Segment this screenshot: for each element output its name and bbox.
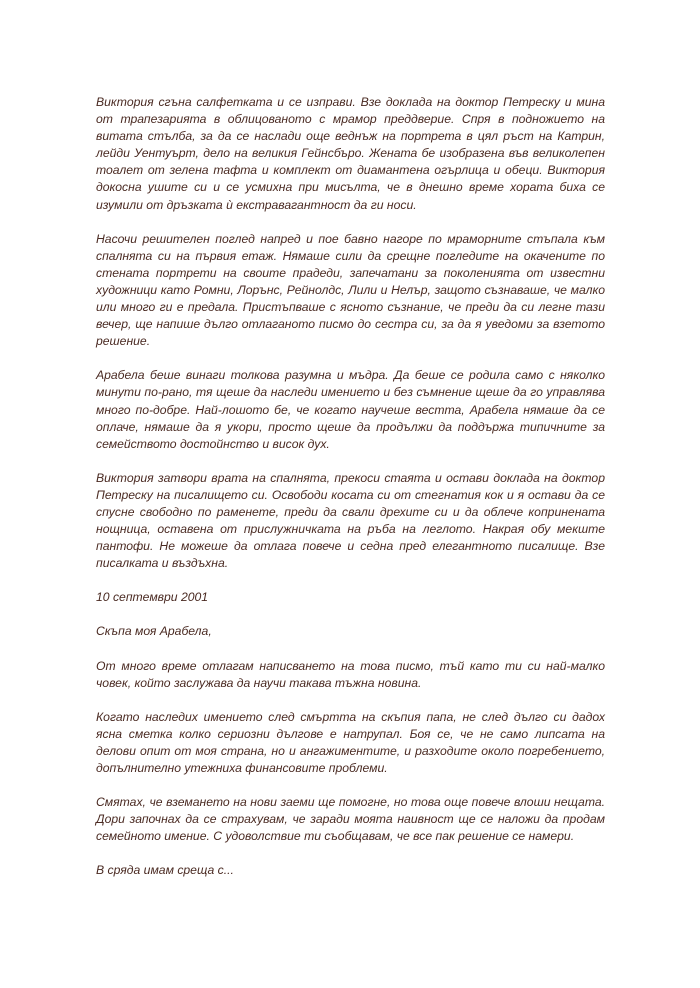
narrative-paragraph-3: Арабела беше винаги толкова разумна и мъдра. Да беше се родила само с няколко минути по-рано, тя щеше да наследи имението и без съмнение щеше да го управлява много по-добре. Най-лошото бе, че когато научеше вестта, Арабела нямаше да се оплаче, нямаше да я укори, просто щеше да продължи да поддържа типичните за семейството достойнство и висок дух. bbox=[96, 368, 605, 451]
narrative-paragraph-4: Виктория затвори врата на спалнята, прекоси стаята и остави доклада на доктор Петреску на писалището си. Освободи косата си от стегнатия кок и я остави да се спусне свободно по раменете, преди да свали дрехите си и да облече копринената нощница, оставена от прислужничката на ръба на леглото. Накрая обу мекште пантофи. Не можеше да отлага повече и седна пред елегантното писалище. Взе писалката и въздъхна. bbox=[96, 470, 605, 571]
letter-closing: В сряда имам среща с... bbox=[96, 863, 234, 878]
narrative-paragraph-2: Насочи решителен поглед напред и пое бавно нагоре по мраморните стъпала към спалнята си на първия етаж. Нямаше сили да срещне погледите на окачените по стената портрети на своите прадеди, запечатани за поколенията от известни художници като Ромни, Лорънс, Рейнолдс, Лили и Нелър, защото съзнаваше, че малко или много ги е предала. Пристъпваше с ясното съзнание, че преди да си легне тази вечер, ще напише дълго отлаганото писмо до сестра си, за да я уведоми за взетото решение. bbox=[96, 231, 605, 349]
document-page bbox=[96, 94, 605, 896]
narrative-paragraph-1: Виктория сгъна салфетката и се изправи. Взе доклада на доктор Петреску и мина от трапезарията в облицованото с мрамор преддверие. Спря в подножието на витата стълба, за да се наслади още веднъж на портрета в цял ръст на Катрин, лейди Уентуърт, дело на великия Гейнсбъро. Жената бе изобразена във великолепен тоалет от зелена тафта и комплект от диамантена огърлица и обеци. Виктория докосна ушите си и се усмихна при мисълта, че в днешно време хората биха се изумили от дръзката ѝ екстравагантност да ги носи. bbox=[96, 95, 605, 212]
letter-date: 10 септември 2001 bbox=[96, 590, 209, 605]
letter-greeting: Скъпа моя Арабела, bbox=[96, 624, 212, 639]
letter-paragraph-3: Смятах, че вземането на нови заеми ще помогне, но това още повече влоши нещата. Дори започнах да се страхувам, че заради моята наивност ще се наложи да продам семейното имение. С удоволствие ти съобщавам, че все пак решение се намери. bbox=[96, 795, 605, 844]
letter-paragraph-1: От много време отлагам написването на това писмо, тъй като ти си най-малко човек, който заслужава да научи такава тъжна новина. bbox=[96, 658, 605, 690]
letter-paragraph-2: Когато наследих имението след смъртта на скъпия папа, не след дълго си дадох ясна сметка колко сериозни дългове е натрупал. Боя се, че не само липсата на делови опит от моя страна, но и ангажиментите, и разходите около погребението, допълнително утежниха финансовите проблеми. bbox=[96, 709, 605, 775]
